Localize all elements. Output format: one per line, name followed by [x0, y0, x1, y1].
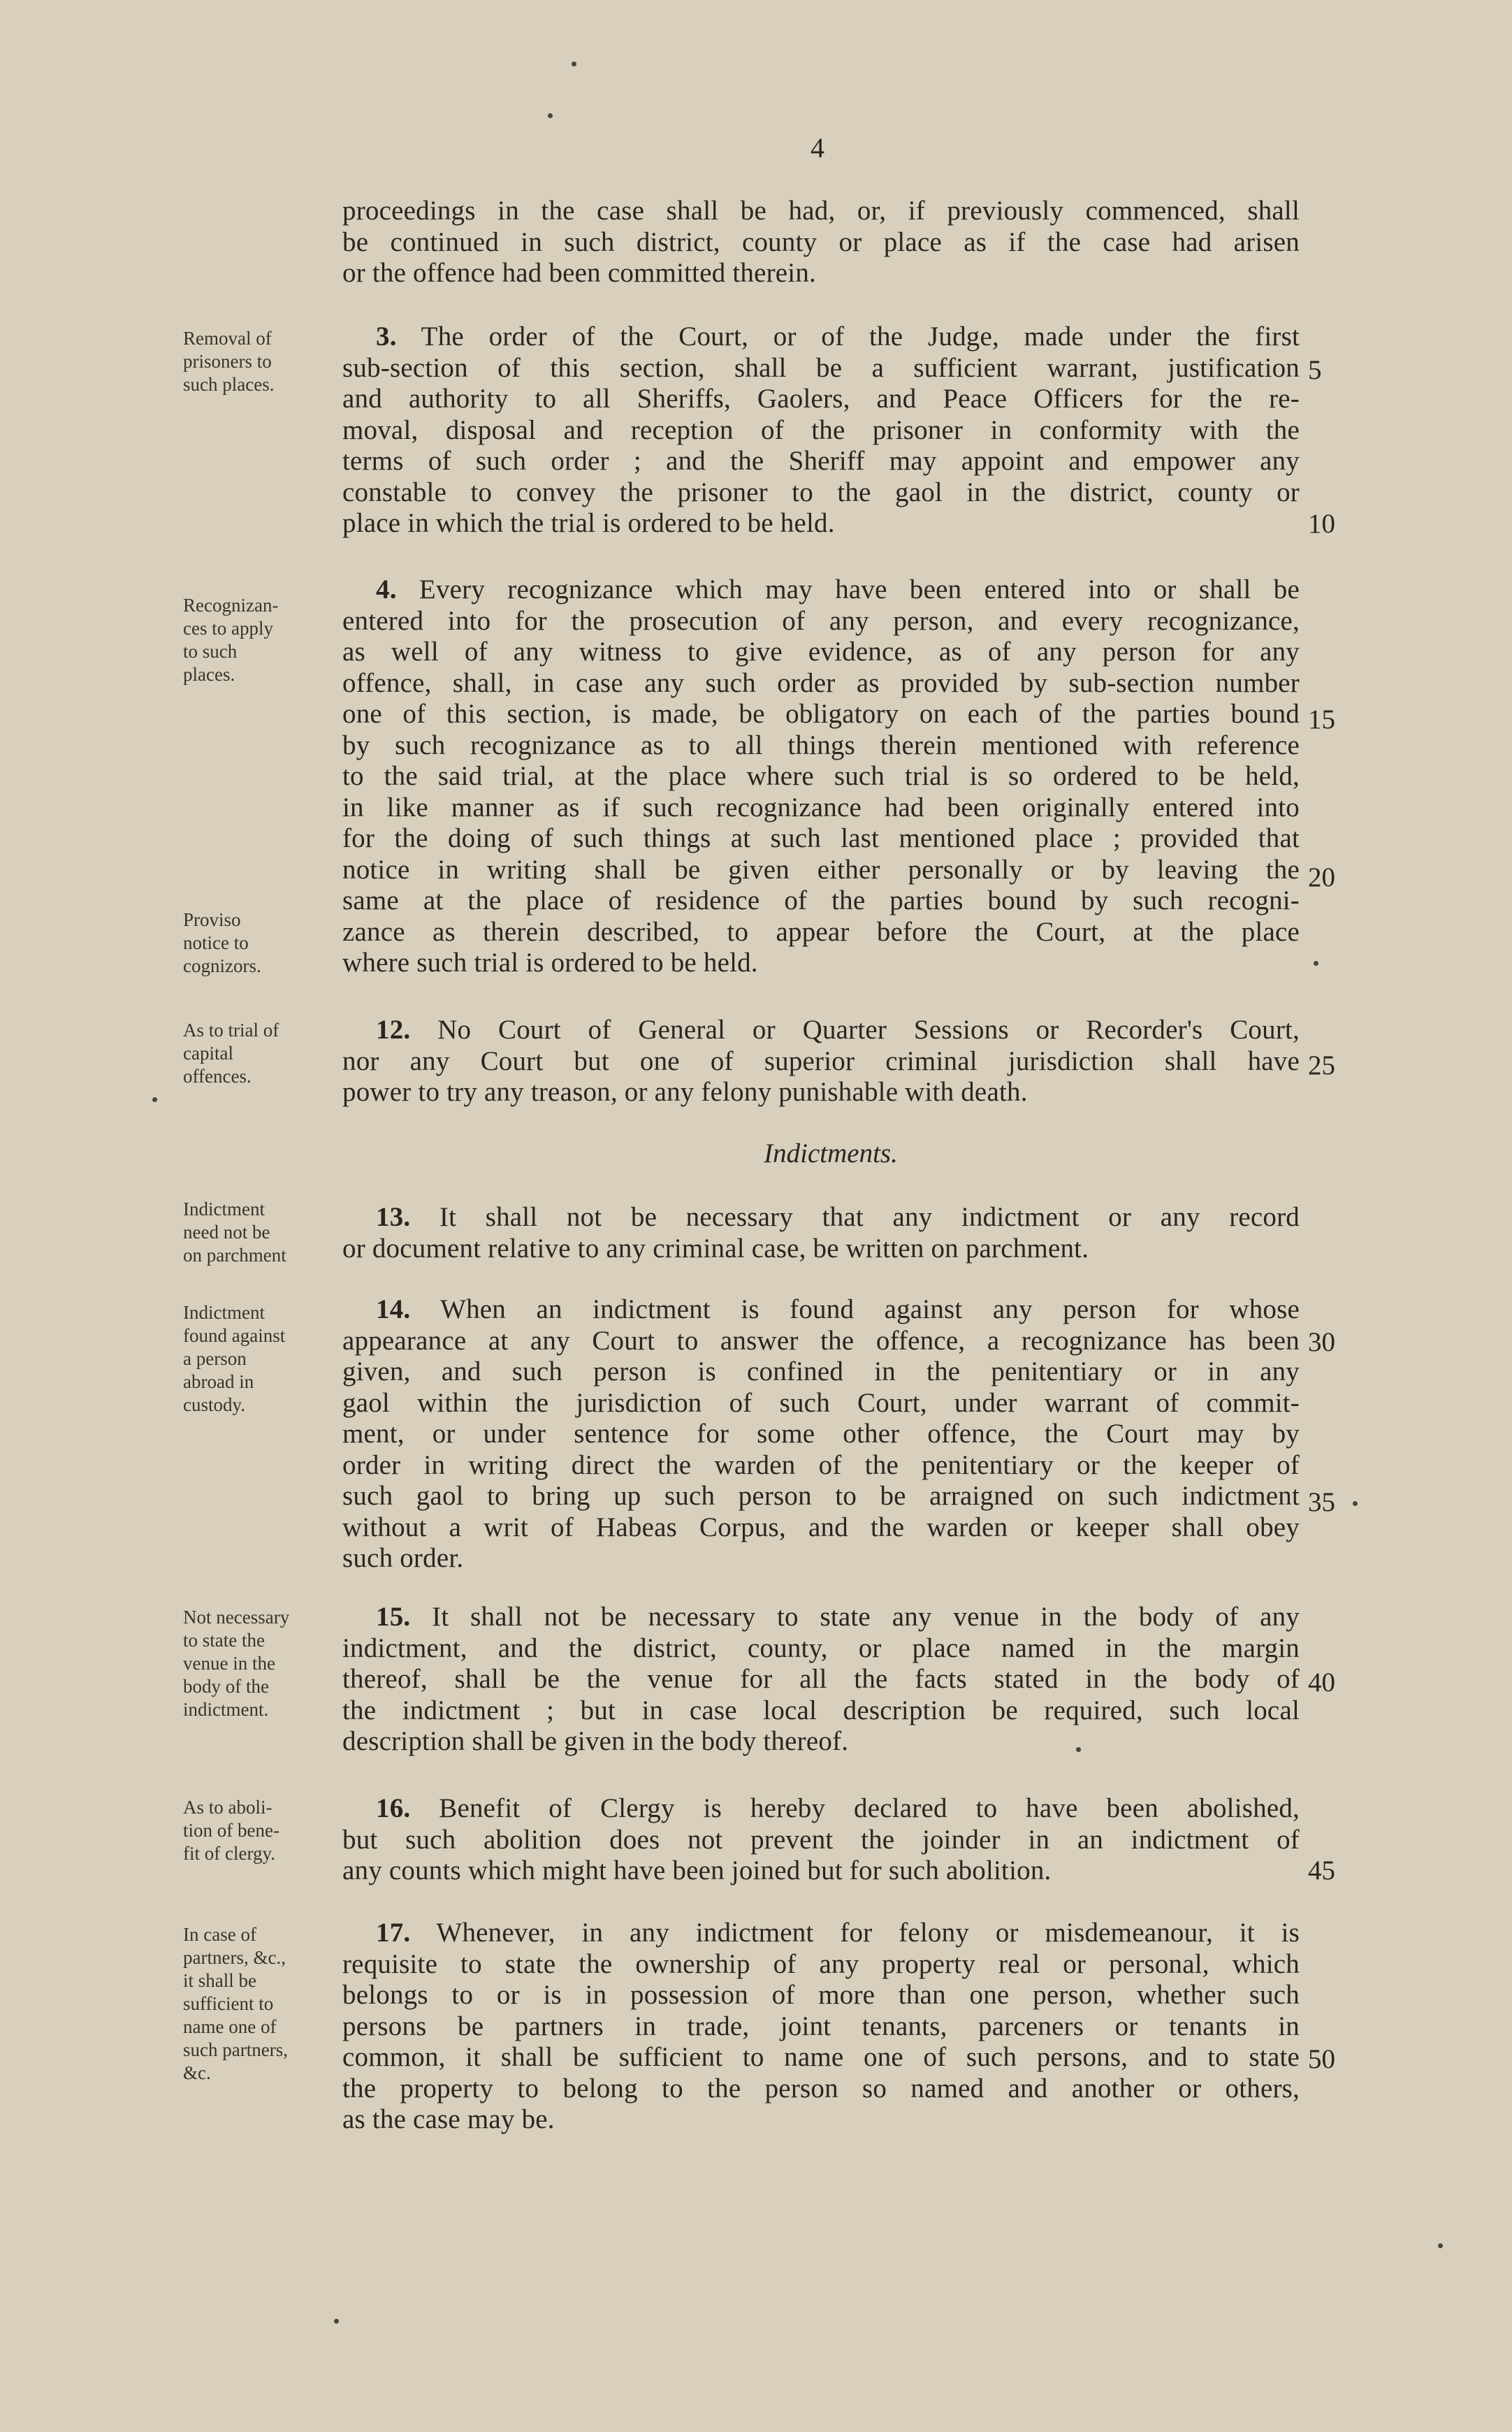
text-line: indictment, and the district, county, or place named in the margin: [342, 1633, 1300, 1663]
ink-speck: [1353, 1501, 1358, 1506]
text-line: one of this section, is made, be obligatory on each of the parties bound: [342, 699, 1300, 729]
section-number: 17.: [376, 1918, 411, 1948]
line-number: 40: [1308, 1667, 1335, 1698]
ink-speck: [572, 61, 576, 66]
section-number: 12.: [376, 1015, 411, 1045]
text-line: as well of any witness to give evidence, as of any person for any: [342, 637, 1300, 667]
line-number: 5: [1308, 355, 1322, 385]
page-number: 4: [810, 132, 824, 164]
section-number: 16.: [376, 1793, 411, 1823]
text-line: requisite to state the ownership of any property real or personal, which: [342, 1948, 1300, 1979]
text-line: in like manner as if such recognizance had been originally entered into: [342, 792, 1300, 823]
text-line: description shall be given in the body thereof.: [342, 1726, 849, 1756]
text-line: zance as therein described, to appear before the Court, at the place: [342, 916, 1300, 947]
text-line: to the said trial, at the place where such trial is so ordered to be held,: [342, 761, 1300, 791]
ink-speck: [334, 2319, 339, 2324]
ink-speck: [1314, 961, 1318, 966]
text-line: 4. Every recognizance which may have been entered into or shall be: [376, 574, 1300, 605]
text-line: as the case may be.: [342, 2104, 555, 2134]
text-line: or the offence had been committed therein.: [342, 258, 816, 288]
text-line: sub-section of this section, shall be a sufficient warrant, justification: [342, 352, 1300, 383]
text-line: 12. No Court of General or Quarter Sessions or Recorder's Court,: [376, 1015, 1300, 1045]
ink-speck: [1076, 1747, 1081, 1752]
line-number: 35: [1308, 1487, 1335, 1517]
text-line: 16. Benefit of Clergy is hereby declared to have been abolished,: [376, 1793, 1300, 1823]
marginal-note-recognizances: Recognizan- ces to apply to such places.: [183, 595, 279, 685]
text-line: be continued in such district, county or place as if the case had arisen: [342, 226, 1300, 257]
text-line: moval, disposal and reception of the prisoner in conformity with the: [342, 414, 1300, 445]
section-number: 3.: [376, 321, 397, 352]
marginal-note-custody: Indictment found against a person abroad in custody.: [183, 1302, 286, 1415]
section-17: [342, 1918, 1300, 2136]
text-line: persons be partners in trade, joint tenants, parceners or tenants in: [342, 2011, 1300, 2041]
ink-speck: [152, 1097, 157, 1102]
text-line: 13. It shall not be necessary that any indictment or any record: [376, 1202, 1300, 1232]
marginal-note-parchment: Indictment need not be on parchment: [183, 1199, 286, 1266]
section-number: 14.: [376, 1294, 411, 1324]
text-line: the property to belong to the person so named and another or others,: [342, 2073, 1300, 2104]
text-line: 17. Whenever, in any indictment for felony or misdemeanour, it is: [376, 1918, 1300, 1948]
ink-speck: [548, 113, 553, 118]
text-line: the indictment ; but in case local description be required, such local: [342, 1695, 1300, 1725]
text-line: such gaol to bring up such person to be arraigned on such indictment: [342, 1481, 1300, 1511]
line-number: 50: [1308, 2044, 1335, 2074]
text-line: and authority to all Sheriffs, Gaolers, and Peace Officers for the re-: [342, 384, 1300, 414]
subsection-4: [342, 574, 1300, 979]
section-16: [342, 1793, 1300, 1887]
section-heading-indictments: Indictments.: [764, 1138, 898, 1168]
text-line: proceedings in the case shall be had, or, if previously commenced, shall: [342, 196, 1300, 226]
text-line: gaol within the jurisdiction of such Court, under warrant of commit-: [342, 1387, 1300, 1418]
text-line: or document relative to any criminal case, be written on parchment.: [342, 1233, 1089, 1264]
text-line: ment, or under sentence for some other offence, the Court may by: [342, 1419, 1300, 1449]
text-line: 3. The order of the Court, or of the Judge, made under the first: [376, 321, 1300, 352]
marginal-note-capital-offences: As to trial of capital offences.: [183, 1020, 279, 1087]
marginal-note-venue: Not necessary to state the venue in the body of the indictment.: [183, 1607, 290, 1720]
text-line: where such trial is ordered to be held.: [342, 948, 758, 978]
marginal-note-removal-of-prisoners: Removal of prisoners to such places.: [183, 328, 275, 395]
subsection-3: [342, 321, 1300, 540]
text-line: power to try any treason, or any felony punishable with death.: [342, 1077, 1028, 1107]
section-13: [342, 1202, 1300, 1264]
text-line: constable to convey the prisoner to the gaol in the district, county or: [342, 477, 1300, 507]
text-line: thereof, shall be the venue for all the facts stated in the body of: [342, 1664, 1300, 1694]
text-line: 15. It shall not be necessary to state any venue in the body of any: [376, 1602, 1300, 1632]
line-number: 45: [1308, 1855, 1335, 1885]
text-line: offence, shall, in case any such order as provided by sub-section number: [342, 667, 1300, 698]
text-line: notice in writing shall be given either personally or by leaving the: [342, 854, 1300, 885]
text-line: nor any Court but one of superior criminal jurisdiction shall have: [342, 1045, 1300, 1076]
text-line: appearance at any Court to answer the offence, a recognizance has been: [342, 1325, 1300, 1356]
section-14: [342, 1294, 1300, 1575]
text-line: 14. When an indictment is found against any person for whose: [376, 1294, 1300, 1324]
text-line: without a writ of Habeas Corpus, and the warden or keeper shall obey: [342, 1512, 1300, 1542]
text-line: such order.: [342, 1543, 464, 1573]
text-line: but such abolition does not prevent the joinder in an indictment of: [342, 1824, 1300, 1855]
paragraph-continuation: [342, 196, 1300, 289]
section-12: [342, 1015, 1300, 1108]
text-line: same at the place of residence of the parties bound by such recogni-: [342, 885, 1300, 915]
line-number: 20: [1308, 862, 1335, 892]
ink-speck: [1438, 2243, 1443, 2248]
marginal-note-benefit-of-clergy: As to aboli- tion of bene- fit of clergy.: [183, 1797, 279, 1864]
section-number: 15.: [376, 1602, 411, 1632]
line-number: 25: [1308, 1050, 1335, 1080]
text-line: place in which the trial is ordered to be held.: [342, 508, 835, 538]
text-line: common, it shall be sufficient to name one of such persons, and to state: [342, 2042, 1300, 2072]
line-number: 15: [1308, 704, 1335, 734]
text-line: for the doing of such things at such last mentioned place ; provided that: [342, 823, 1300, 853]
text-line: belongs to or is in possession of more than one person, whether such: [342, 1980, 1300, 2010]
section-number: 13.: [376, 1202, 411, 1232]
text-line: any counts which might have been joined but for such abolition.: [342, 1855, 1052, 1885]
text-line: given, and such person is confined in the penitentiary or in any: [342, 1356, 1300, 1387]
line-number: 30: [1308, 1327, 1335, 1357]
text-line: terms of such order ; and the Sheriff may appoint and empower any: [342, 446, 1300, 476]
section-15: [342, 1602, 1300, 1758]
text-line: by such recognizance as to all things therein mentioned with reference: [342, 730, 1300, 760]
section-number: 4.: [376, 574, 397, 605]
marginal-note-proviso: Proviso notice to cognizors.: [183, 909, 261, 976]
line-number: 10: [1308, 509, 1335, 539]
marginal-note-partners: In case of partners, &c., it shall be sufficient to name one of such partners, &c.: [183, 1924, 288, 2083]
text-line: entered into for the prosecution of any person, and every recognizance,: [342, 605, 1300, 636]
text-line: order in writing direct the warden of the penitentiary or the keeper of: [342, 1449, 1300, 1480]
